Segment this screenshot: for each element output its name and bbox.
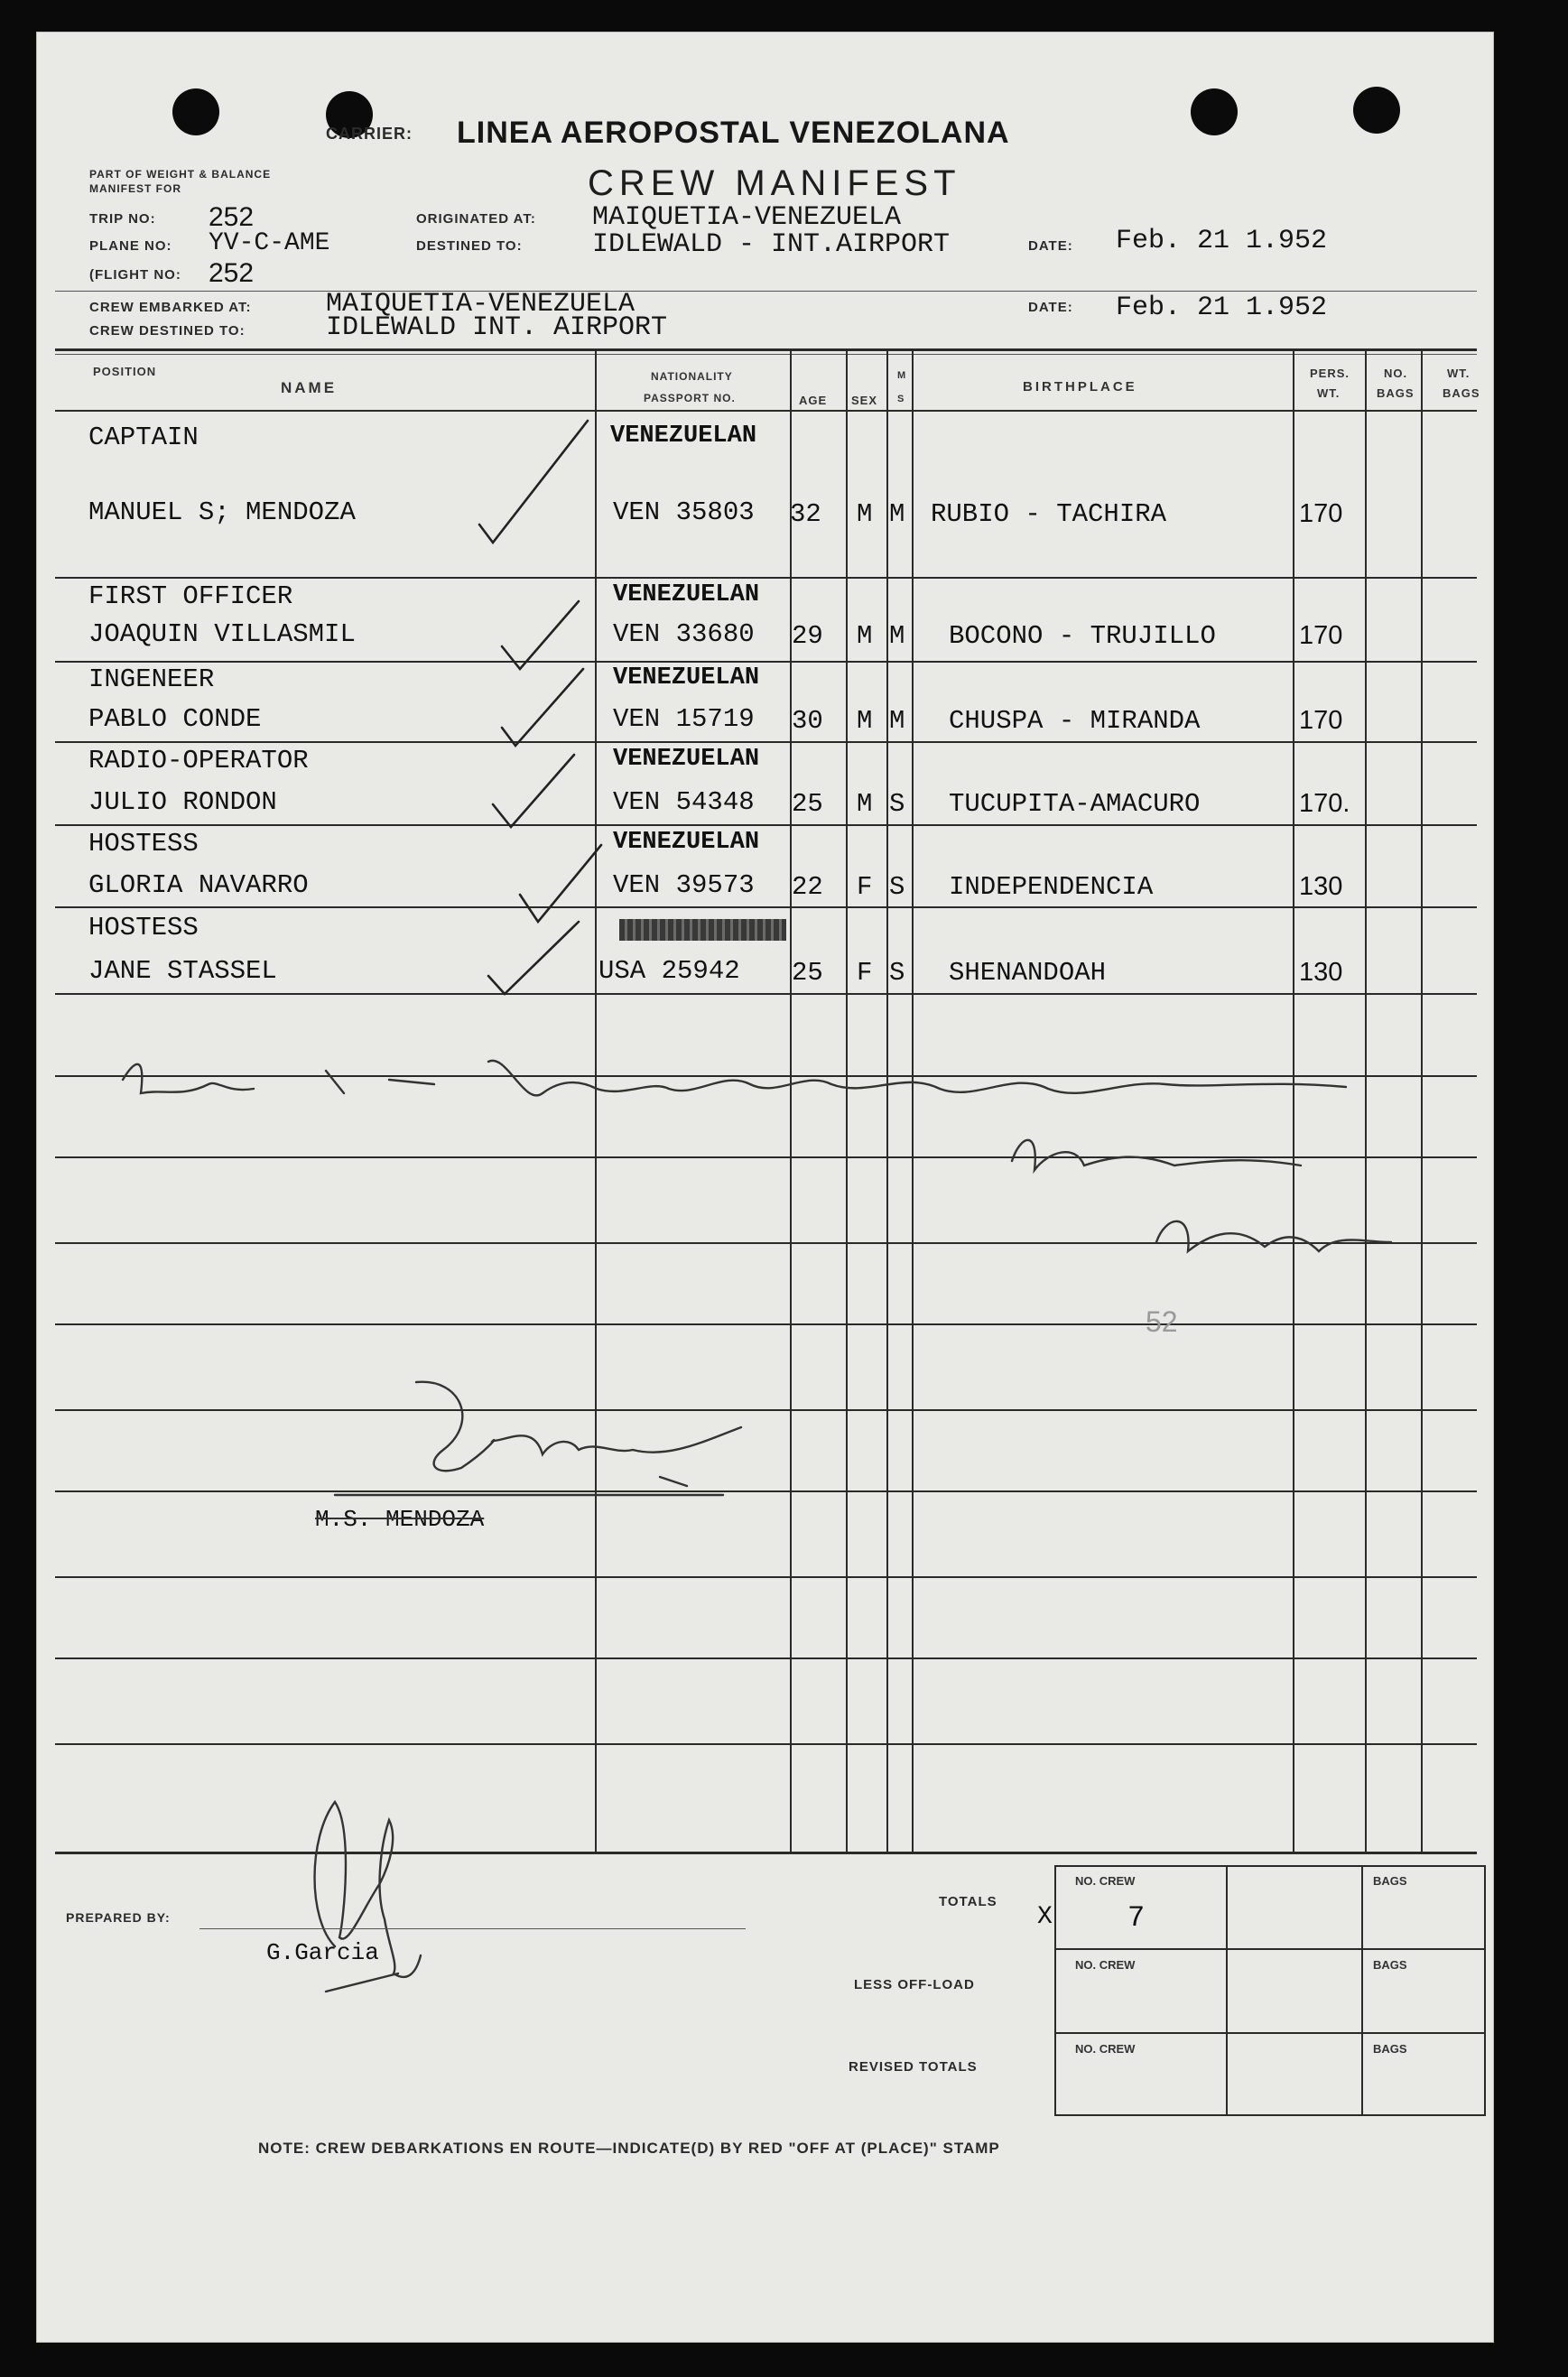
crew-name: MANUEL S; MENDOZA — [88, 497, 356, 527]
captain-signer-name: M.S. MENDOZA — [315, 1506, 485, 1533]
totals-box — [1054, 1865, 1486, 2116]
originated-label: ORIGINATED AT: — [416, 211, 536, 227]
no-crew-label: NO. CREW — [1075, 1874, 1136, 1888]
col-birthplace: BIRTHPLACE — [1023, 379, 1137, 395]
col-name: NAME — [281, 379, 338, 396]
totals-col-divider — [1361, 1865, 1363, 2116]
crew-embarked-label: CREW EMBARKED AT: — [89, 300, 252, 315]
crew-position: HOSTESS — [88, 829, 199, 859]
col-sex: SEX — [851, 394, 878, 407]
crew-passport: VEN 54348 — [613, 787, 755, 817]
crew-marital: S — [889, 958, 905, 988]
crew-name: JULIO RONDON — [88, 787, 277, 817]
crew-weight: 130 — [1299, 872, 1343, 901]
crew-name: GLORIA NAVARRO — [88, 870, 309, 900]
totals-crew-count: 7 — [1127, 1901, 1146, 1935]
col-bags-2: BAGS — [1377, 386, 1415, 400]
carrier-label: CARRIER: — [326, 125, 413, 143]
destined-label: DESTINED TO: — [416, 238, 523, 254]
check-mark — [479, 421, 588, 543]
crew-passport: VEN 39573 — [613, 870, 755, 900]
bags-label: BAGS — [1373, 1958, 1407, 1972]
col-nationality: NATIONALITY — [651, 370, 733, 383]
col-pers-wt-2: WT. — [1317, 386, 1341, 400]
crew-passport: VEN 15719 — [613, 704, 755, 734]
crew-name: PABLO CONDE — [88, 704, 262, 734]
crew-destined-value: IDLEWALD INT. AIRPORT — [326, 312, 668, 343]
crew-marital: M — [889, 621, 905, 651]
totals-col-divider — [1226, 1865, 1228, 2116]
footer-note: NOTE: CREW DEBARKATIONS EN ROUTE—INDICATE(D) BY RED "OFF AT (PLACE)" STAMP — [258, 2140, 1000, 2157]
captain-signature — [335, 1382, 741, 1495]
crew-marital: S — [889, 872, 905, 902]
page-title: CREW MANIFEST — [588, 163, 961, 203]
flight-label: (FLIGHT NO: — [89, 267, 181, 283]
carrier-name: LINEA AEROPOSTAL VENEZOLANA — [457, 116, 1010, 150]
crew-birthplace: SHENANDOAH — [949, 958, 1107, 988]
col-wt-bags-2: BAGS — [1443, 386, 1480, 400]
crew-position: HOSTESS — [88, 913, 199, 942]
col-position: POSITION — [93, 365, 157, 378]
initials-signature — [1012, 1140, 1301, 1170]
crew-nationality: VENEZUELAN — [613, 581, 760, 608]
check-mark — [493, 755, 574, 827]
crew-name: JANE STASSEL — [88, 956, 277, 986]
crew-position: INGENEER — [88, 664, 215, 694]
date-label: DATE: — [1028, 238, 1073, 254]
crew-passport: USA 25942 — [598, 956, 740, 986]
crew-weight: 170 — [1299, 706, 1343, 735]
totals-label: TOTALS — [939, 1894, 997, 1909]
bags-label: BAGS — [1373, 1874, 1407, 1888]
crew-weight: 130 — [1299, 958, 1343, 987]
crew-age: 29 — [792, 621, 823, 651]
crew-age: 30 — [792, 706, 823, 736]
crew-weight: 170. — [1299, 789, 1350, 818]
check-mark — [502, 601, 579, 669]
crew-birthplace: INDEPENDENCIA — [949, 872, 1154, 902]
prepared-by-label: PREPARED BY: — [66, 1910, 171, 1925]
no-crew-label: NO. CREW — [1075, 1958, 1136, 1972]
col-bags-1: NO. — [1384, 367, 1408, 380]
crew-age: 25 — [792, 789, 823, 819]
totals-x-mark: X — [1037, 1903, 1053, 1931]
date-value: Feb. 21 1.952 — [1116, 226, 1328, 256]
crew-sex: F — [857, 958, 873, 988]
check-mark — [488, 922, 579, 994]
crew-name: JOAQUIN VILLASMIL — [88, 619, 356, 649]
col-ms-m: M — [897, 370, 907, 381]
crew-marital: M — [889, 499, 905, 529]
prepared-by-name: G.Garcia — [266, 1939, 379, 1966]
col-passport: PASSPORT NO. — [644, 392, 736, 404]
crew-sex: M — [857, 621, 873, 651]
form-note-1: PART OF WEIGHT & BALANCE — [89, 168, 272, 181]
crew-sex: M — [857, 789, 873, 819]
less-offload-label: LESS OFF-LOAD — [854, 1977, 975, 1992]
initials-signature — [1156, 1221, 1391, 1251]
totals-row-divider — [1054, 1948, 1486, 1950]
trip-label: TRIP NO: — [89, 211, 156, 227]
crew-nationality: VENEZUELAN — [610, 422, 757, 450]
destined-value: IDLEWALD - INT.AIRPORT — [592, 229, 951, 260]
plane-number: YV-C-AME — [209, 229, 330, 257]
prepared-by-line — [199, 1928, 746, 1929]
trip-number: 252 — [209, 202, 255, 232]
crew-nationality: VENEZUELAN — [613, 664, 760, 692]
crew-birthplace: RUBIO - TACHIRA — [931, 499, 1167, 529]
crew-sex: M — [857, 499, 873, 529]
crew-position: FIRST OFFICER — [88, 581, 293, 611]
plane-label: PLANE NO: — [89, 238, 172, 254]
crew-sex: M — [857, 706, 873, 736]
handwritten-note — [123, 1061, 1346, 1096]
crew-birthplace: BOCONO - TRUJILLO — [949, 621, 1216, 651]
crew-birthplace: TUCUPITA-AMACURO — [949, 789, 1201, 819]
date2-value: Feb. 21 1.952 — [1116, 292, 1328, 323]
col-wt-bags-1: WT. — [1447, 367, 1471, 380]
crew-age: 25 — [792, 958, 823, 988]
manifest-sheet — [36, 32, 1494, 2343]
check-mark — [502, 669, 583, 746]
col-ms-s: S — [897, 394, 905, 404]
crew-destined-label: CREW DESTINED TO: — [89, 323, 246, 339]
crew-nationality: VENEZUELAN — [613, 746, 760, 773]
crew-weight: 170 — [1299, 499, 1343, 528]
crew-embarked-value: MAIQUETIA-VENEZUELA — [326, 289, 636, 320]
flight-number: 252 — [209, 258, 255, 288]
crew-position: CAPTAIN — [88, 422, 199, 452]
crew-passport: VEN 35803 — [613, 497, 755, 527]
col-pers-wt-1: PERS. — [1310, 367, 1350, 380]
date2-label: DATE: — [1028, 300, 1073, 315]
crew-marital: S — [889, 789, 905, 819]
crew-birthplace: CHUSPA - MIRANDA — [949, 706, 1201, 736]
originated-value: MAIQUETIA-VENEZUELA — [592, 202, 902, 233]
crew-position: RADIO-OPERATOR — [88, 746, 309, 775]
crew-age: 22 — [792, 872, 823, 902]
crew-sex: F — [857, 872, 873, 902]
revised-totals-label: REVISED TOTALS — [849, 2059, 978, 2075]
crew-weight: 170 — [1299, 621, 1343, 650]
crew-passport: VEN 33680 — [613, 619, 755, 649]
crew-marital: M — [889, 706, 905, 736]
check-mark — [520, 845, 601, 922]
no-crew-label: NO. CREW — [1075, 2042, 1136, 2056]
stamp-number: 52 — [1146, 1305, 1178, 1338]
col-age: AGE — [799, 394, 828, 407]
crew-nationality: VENEZUELAN — [613, 829, 760, 856]
bags-label: BAGS — [1373, 2042, 1407, 2056]
crew-age: 32 — [790, 499, 821, 529]
totals-row-divider — [1054, 2032, 1486, 2034]
form-note-2: MANIFEST FOR — [89, 182, 181, 195]
